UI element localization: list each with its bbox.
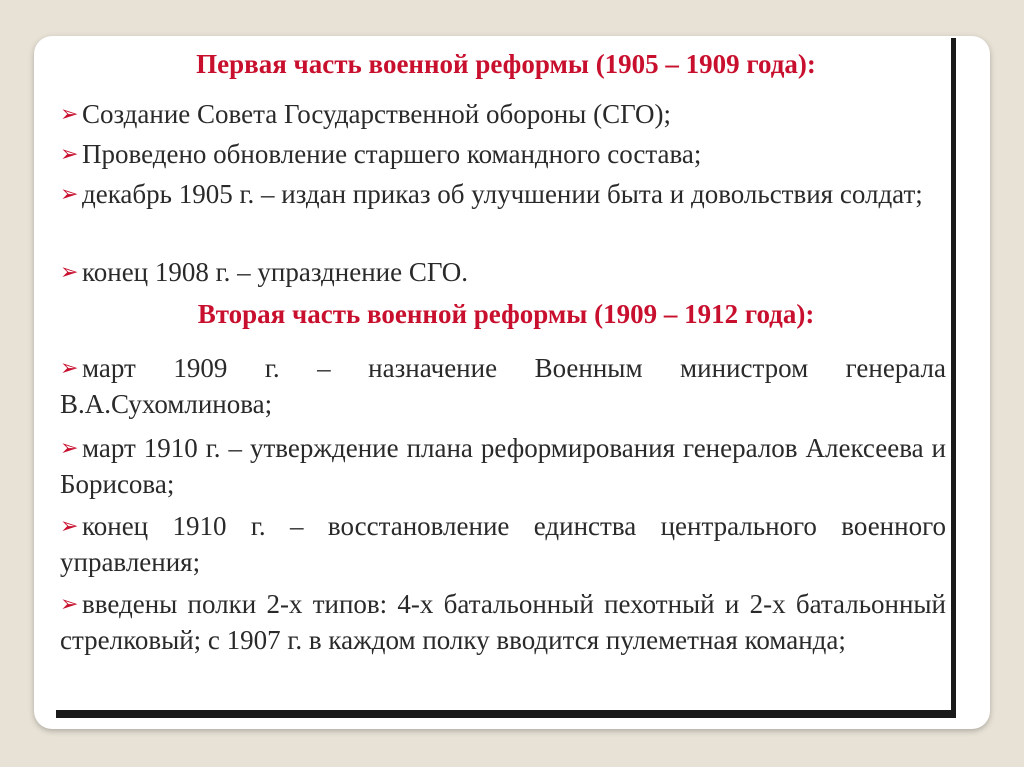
list-item [60,508,946,580]
list-item-text: Создание Совета Государственной обороны (СГО); [82,99,672,129]
list-item-text: конец 1910 г. – восстановление единства центрального военного управления; [60,511,946,577]
arrow-bullet-icon: ➢ [60,513,79,538]
list-item-text: март 1910 г. – утверждение плана реформирования генералов Алексеева и Борисова; [60,433,946,499]
list-item [60,254,946,290]
arrow-bullet-icon: ➢ [60,259,79,284]
heading-part-1: Первая часть военной реформы (1905 – 1909 года): [196,49,816,79]
heading-part-2: Вторая часть военной реформы (1909 – 1912 года): [197,299,815,329]
list-item-text: конец 1908 г. – упразднение СГО. [82,257,469,287]
list-item-text: декабрь 1905 г. – издан приказ об улучшении быта и довольствия солдат; [82,179,923,209]
slide-content [56,38,956,718]
list-item [60,350,946,422]
list-item-text: введены полки 2-х типов: 4-х батальонный пехотный и 2-х батальонный стрелковый; с 1907 г. в каждом полку вводится пулеметная команда; [60,589,946,655]
list-item [60,96,946,132]
arrow-bullet-icon: ➢ [60,141,79,166]
list-item-text: Проведено обновление старшего командного состава; [82,139,702,169]
arrow-bullet-icon: ➢ [60,101,79,126]
list-item [60,136,946,172]
arrow-bullet-icon: ➢ [60,591,79,616]
list-item-text: март 1909 г. – назначение Военным министром генерала В.А.Сухомлинова; [60,353,946,419]
list-item [60,176,946,212]
arrow-bullet-icon: ➢ [60,435,79,460]
list-item [60,586,946,658]
arrow-bullet-icon: ➢ [60,355,79,380]
list-item [60,430,946,502]
arrow-bullet-icon: ➢ [60,181,79,206]
